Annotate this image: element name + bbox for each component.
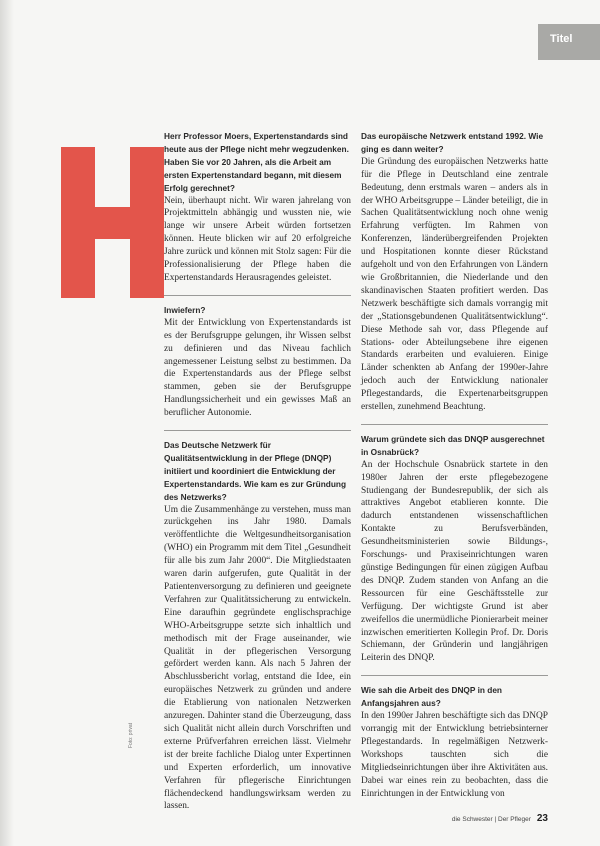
interview-answer: Mit der Entwicklung von Expertenstandards ist es der Berufsgruppe gelungen, ihr Wissen selbst zu definieren und das Niveau fachlich angemessener Leistung selbst zu bestimmen. Da die Expertenstandards aus der Pflege selbst stammen, geben sie der Berufsgruppe Handlungssicherheit und ein gewisses Maß an beruflicher Autonomie. (164, 317, 351, 419)
interview-subquestion: Inwiefern? (164, 304, 206, 315)
interview-question: Herr Professor Moers, Expertenstandards sind heute aus der Pflege nicht mehr wegzudenken. Haben Sie vor 20 Jahren, als die Arbeit am ersten Expertenstandard begann, mit diesem Erfolg gerechnet? (164, 131, 349, 193)
right-text-column (361, 130, 548, 800)
section-label: Titel (550, 33, 573, 45)
interview-question: Warum gründete sich das DNQP ausgerechnet in Osnabrück? (361, 433, 545, 457)
interview-question: Wie sah die Arbeit des DNQP in den Anfangsjahren aus? (361, 685, 503, 709)
interview-answer: In den 1990er Jahren beschäftigte sich das DNQP vorrangig mit der Entwicklung betriebsinterner Pflegestandards. In regelmäßigen Netzwerk-Workshops tauschten sich die Mitgliedseinrichtungen über ihre Aktivitäten aus. Dabei war eines rein zu beobachten, dass die Einrichtungen in der Entwicklung von (361, 711, 548, 799)
page-footer (452, 813, 548, 824)
interview-question: Das Deutsche Netzwerk für Qualitätsentwicklung in der Pflege (DNQP) initiiert und koordiniert die Entwicklung der Expertenstandards. Wie kam es zur Gründung des Netzwerks? (164, 440, 347, 502)
section-divider (164, 295, 351, 296)
page-number: 23 (536, 813, 548, 824)
initial-letter-h-graphic (61, 147, 164, 298)
interview-answer: An der Hochschule Osnabrück startete in den 1980er Jahren der erste pflegebezogene Studiengang der Bundesrepublik, der sich als attraktives Angebot etablieren konnte. Die dadurch entstandenen wissenschaftlichen Kontakte zu Berufsverbänden, Gesundheitsministerien sowie Bildungs-, Forschungs- und Praxiseinrichtungen waren günstige Bedingungen für einen zügigen Aufbau des DNQP. Zudem standen von Anfang an die Ressourcen für eine Geschäftsstelle zur Verfügung. Der wichtigste Grund ist aber zweifellos die unermüdliche Pionierarbeit meiner inzwischen emeritierten Kollegin Prof. Dr. Doris Schiemann, der Gründerin und langjährigen Leiterin des DNQP. (361, 459, 548, 664)
section-tab (538, 24, 600, 60)
interview-answer: Die Gründung des europäischen Netzwerks hatte für die Pflege in Deutschland eine zentrale Bedeutung, denn erstmals waren – anders als in der WHO Arbeitsgruppe – Länder beteiligt, die in Sachen Qualitätsentwicklung noch ohne wenig Erfahrung verfügten. Im Rahmen von Konferenzen, länderübergreifenden Projekten und Hospitationen konnte dieser Rückstand aufgeholt und von den Erfahrungen von Ländern wie Großbritannien, die Niederlande und den skandinavischen Staaten profitiert werden. Das Netzwerk beschäftigte sich damals vorrangig mit der „Stationsgebundenen Qualitätsentwicklung“. Diese Methode sah vor, dass Pflegende auf Stations- oder Abteilungsebene ihre eigenen Standards erarbeiten und evaluieren. Einige Länder schenkten ab Anfang der 1990er-Jahre jedoch auch der Entwicklung nationaler Pflegestandards, die Expertenarbeitsgruppen erstellen, zunehmend Beachtung. (361, 156, 548, 413)
section-divider (361, 675, 548, 676)
interview-answer: Nein, überhaupt nicht. Wir waren jahrelang von Projektmitteln abhängig und wussten nie, wie lange wir unsere Arbeit würden fortsetzen können. Heute blicken wir auf 20 erfolgreiche Jahre zurück und können mit Stolz sagen: Für die Professionalisierung der Pflege haben die Expertenstandards Herausragendes geleistet. (164, 195, 351, 283)
section-divider (164, 430, 351, 431)
left-text-column (164, 130, 351, 813)
photo-credit: Foto: privat (128, 722, 134, 748)
interview-answer: Um die Zusammenhänge zu verstehen, muss man zurückgehen ins Jahr 1980. Damals veröffentlichte die Weltgesundheitsorganisation (WHO) ein Programm mit dem Titel „Gesundheit für alle bis zum Jahr 2000“. Die Mitgliedstaaten waren darin aufgerufen, gute Qualität in der Patientenversorgung zu definieren und geeignete Verfahren zur Qualitätssicherung zu entwickeln. Eine daraufhin gegründete englischsprachige WHO-Arbeitsgruppe setzte sich inhaltlich und methodisch mit der Frage auseinander, wie Qualität in der pflegerischen Versorgung gefördert werden kann. Als nach 5 Jahren der Abschlussbericht vorlag, entstand die Idee, ein europäisches Netzwerk zu gründen und andere die Etablierung von nationalen Netzwerken anzuregen. Dahinter stand die Überzeugung, dass sich Qualität nicht allein durch Vorschriften und externe Prüfverfahren erreichen lässt. Vielmehr ist der breite fachliche Dialog unter Expertinnen und Experten erforderlich, um innovative Verfahren für pflegerische Einrichtungen flächendeckend handlungswirksam werden zu lassen. (164, 504, 351, 812)
interview-question: Das europäische Netzwerk entstand 1992. Wie ging es dann weiter? (361, 131, 544, 154)
section-divider (361, 424, 548, 425)
page-edge-shadow (0, 0, 14, 846)
journal-name: die Schwester | Der Pfleger (451, 816, 531, 823)
